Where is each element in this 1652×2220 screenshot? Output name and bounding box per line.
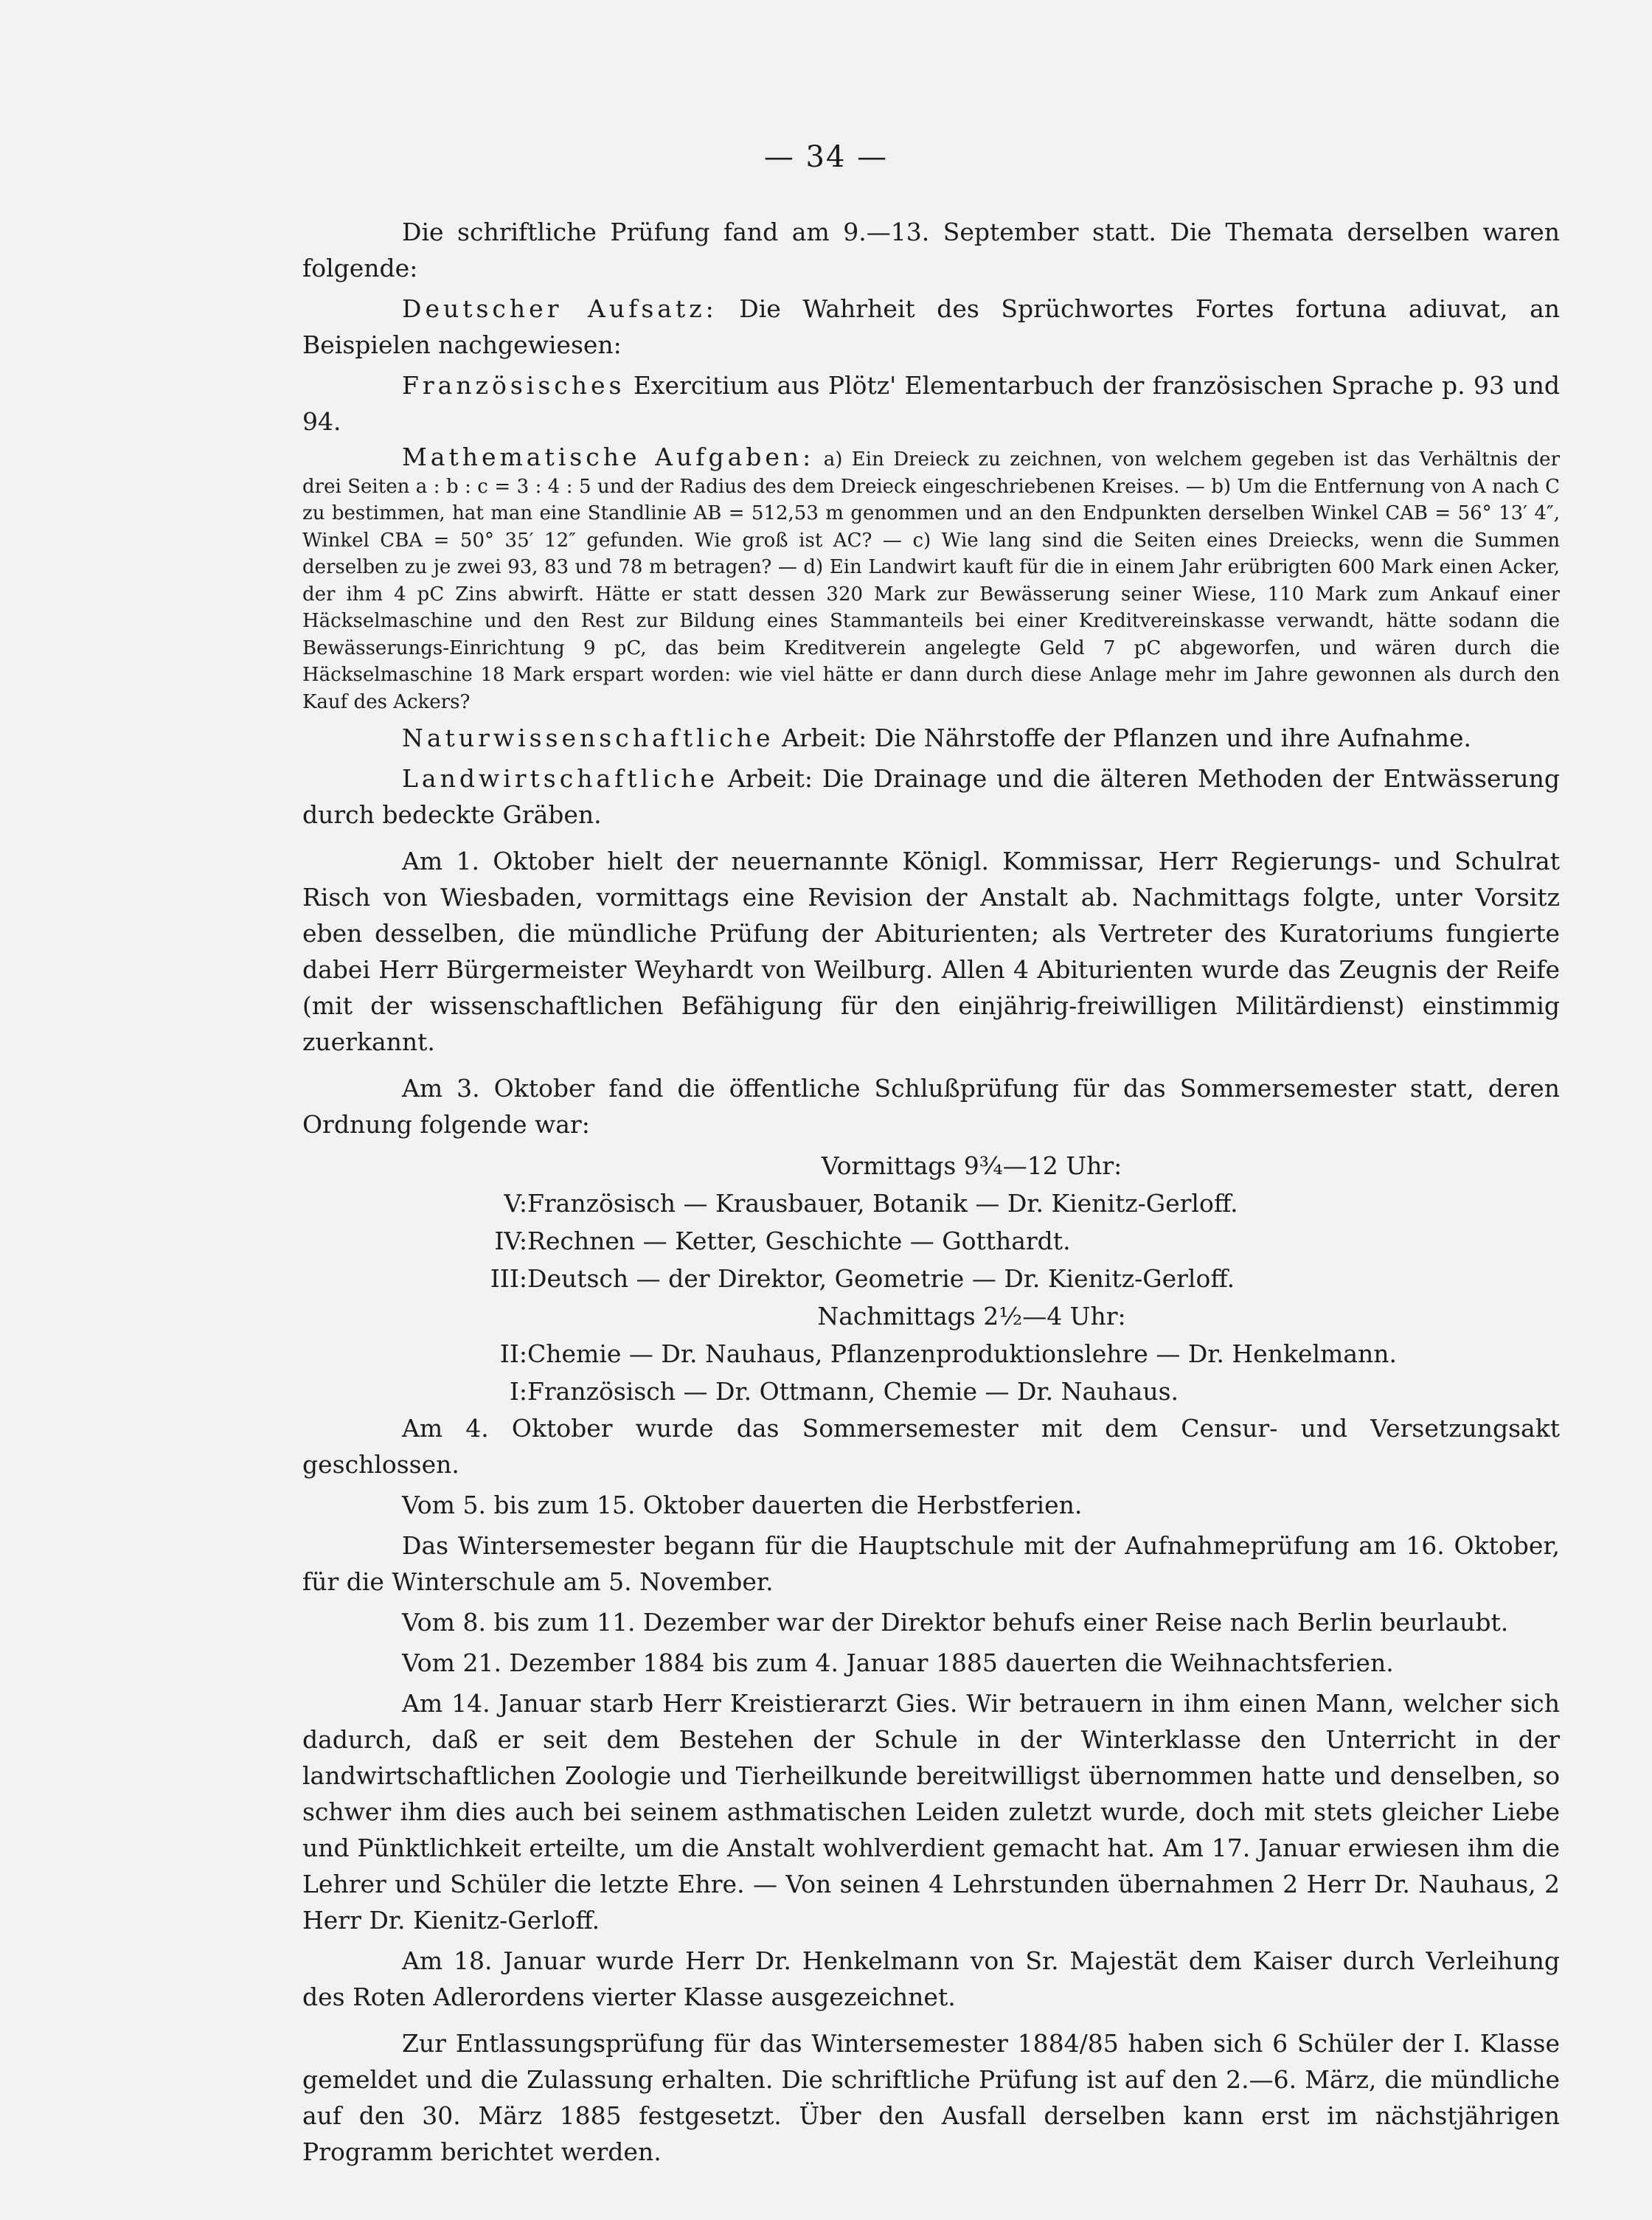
science-work-text: Arbeit: Die Nährstoffe der Pflanzen und ihre Aufnahme.: [774, 724, 1472, 752]
french-exercise-heading: Französisches: [402, 371, 625, 400]
schedule-text: Französisch — Krausbauer, Botanik — Dr. Kienitz-Gerloff.: [527, 1189, 1238, 1218]
german-essay-paragraph: [302, 291, 1560, 363]
french-exercise-paragraph: [302, 367, 1560, 440]
january-18-paragraph: Am 18. Januar wurde Herr Dr. Henkelmann von Sr. Majestät dem Kaiser durch Verleihung des Roten Adlerordens vierter Klasse ausgezeichnet.: [302, 1946, 1560, 2011]
october-4-paragraph: Am 4. Oktober wurde das Sommersemester mit dem Censur- und Versetzungsakt geschlossen.: [302, 1414, 1560, 1479]
december-21-paragraph: Vom 21. Dezember 1884 bis zum 4. Januar 1885 dauerten die Weihnachtsferien.: [402, 1648, 1394, 1677]
class-label: III:: [490, 1264, 527, 1293]
winter-semester-paragraph: Das Wintersemester begann für die Hauptschule mit der Aufnahmeprüfung am 16. Oktober, für die Winterschule am 5. November.: [302, 1531, 1560, 1596]
october-1-paragraph: Am 1. Oktober hielt der neuernannte Königl. Kommissar, Herr Regierungs- und Schulrat Risch von Wiesbaden, vormittags eine Revision der Anstalt ab. Nachmittags folgte, unter Vorsitz eben desselben, die mündliche Prüfung der Abiturienten; als Vertreter des Kuratoriums fungierte dabei Herr Bürgermeister Weyhardt von Weilburg. Allen 4 Abiturienten wurde das Zeugnis der Reife (mit der wissenschaftlichen Befähigung für den einjährig-freiwilligen Militärdienst) einstimmig zuerkannt.: [302, 847, 1560, 1056]
agriculture-work-paragraph: [302, 760, 1560, 833]
agriculture-work-heading: Landwirtschaftliche: [402, 764, 718, 793]
january-14-paragraph: Am 14. Januar starb Herr Kreistierarzt Gies. Wir betrauern in ihm einen Mann, welcher sich dadurch, daß er seit dem Bestehen der Schule in der Winterklasse den Unterricht in der landwirtschaftlichen Zoologie und Tierheilkunde bereitwilligst übernommen hatte und denselben, so schwer ihm dies auch bei seinem asthmatischen Leiden zuletzt wurde, doch mit stets gleicher Liebe und Pünktlichkeit erteilte, um die Anstalt wohlverdient gemacht hat. Am 17. Januar erwiesen ihm die Lehrer und Schüler die letzte Ehre. — Von seinen 4 Lehrstunden übernahmen 2 Herr Dr. Nauhaus, 2 Herr Dr. Kienitz-Gerloff.: [302, 1689, 1560, 1935]
french-exercise-text: Exercitium aus Plötz' Elementarbuch der französischen Sprache p. 93 und 94.: [302, 371, 1560, 436]
morning-title: Vormittags 9¾—12 Uhr:: [821, 1151, 1122, 1180]
final-exam-paragraph: Zur Entlassungsprüfung für das Wintersemester 1884/85 haben sich 6 Schüler der I. Klasse gemeldet und die Zulassung erhalten. Die schriftliche Prüfung ist auf den 2.—6. März, die mündliche auf den 30. März 1885 festgesetzt. Über den Ausfall derselben kann erst im nächstjährigen Programm berichtet werden.: [302, 2029, 1560, 2166]
science-work-paragraph: [302, 720, 1560, 756]
document-body: [302, 214, 1560, 2174]
class-label: II:: [499, 1339, 527, 1368]
schedule-row: [302, 1222, 1560, 1260]
schedule-text: Französisch — Dr. Ottmann, Chemie — Dr. Nauhaus.: [527, 1377, 1179, 1406]
schedule-row: [302, 1373, 1560, 1410]
exam-schedule: [302, 1147, 1560, 1410]
october-5-paragraph: Vom 5. bis zum 15. Oktober dauerten die Herbstferien.: [402, 1491, 1083, 1519]
schedule-text: Rechnen — Ketter, Geschichte — Gotthardt.: [527, 1227, 1071, 1255]
math-tasks-heading: Mathematische Aufgaben:: [402, 443, 815, 471]
math-tasks-text: a) Ein Dreieck zu zeichnen, von welchem gegeben ist das Verhältnis der drei Seiten a : b : c = 3 : 4 : 5 und der Radius des dem Dreieck eingeschriebenen Kreises. — b) Um die Entfernung von A nach C zu bestimmen, hat man eine Standlinie AB = 512,53 m genommen und an den Endpunkten derselben Winkel CAB = 56° 13′ 4″, Winkel CBA = 50° 35′ 12″ gefunden. Wie groß ist AC? — c) Wie lang sind die Seiten eines Dreiecks, wenn die Summen derselben zu je zwei 93, 83 und 78 m betragen? — d) Ein Landwirt kauft für die in einem Jahr erübrigten 600 Mark einen Acker, der ihm 4 pC Zins abwirft. Hätte er statt dessen 320 Mark zur Bewässerung seiner Wiese, 110 Mark zum Ankauf einer Häckselmaschine und den Rest zur Bildung eines Stammanteils bei einer Kreditvereinskasse verwandt, hätte sodann die Bewässerungs-Einrichtung 9 pC, das beim Kreditverein angelegte Geld 7 pC abgeworfen, und wären durch die Häckselmaschine 18 Mark erspart worden: wie viel hätte er dann durch diese Anlage mehr im Jahre gewonnen als durch den Kauf des Ackers?: [302, 448, 1561, 713]
schedule-text: Deutsch — der Direktor, Geometrie — Dr. Kienitz-Gerloff.: [527, 1264, 1235, 1293]
german-essay-text: Die Wahrheit des Sprüchwortes Fortes fortuna adiuvat, an Beispielen nachgewiesen:: [302, 294, 1561, 359]
december-8-paragraph: Vom 8. bis zum 11. Dezember war der Direktor behufs einer Reise nach Berlin beurlaubt.: [402, 1608, 1509, 1637]
page-number: — 34 —: [763, 140, 889, 174]
schedule-text: Chemie — Dr. Nauhaus, Pflanzenproduktionslehre — Dr. Henkelmann.: [527, 1339, 1398, 1368]
schedule-row: [302, 1335, 1560, 1373]
afternoon-title: Nachmittags 2½—4 Uhr:: [817, 1302, 1126, 1331]
class-label: V:: [504, 1189, 527, 1218]
schedule-row: [302, 1184, 1560, 1222]
intro-paragraph: Die schriftliche Prüfung fand am 9.—13. September statt. Die Themata derselben waren folgende:: [302, 218, 1560, 282]
german-essay-heading: Deutscher Aufsatz:: [402, 294, 718, 323]
october-3-paragraph: Am 3. Oktober fand die öffentliche Schlußprüfung für das Sommersemester statt, deren Ordnung folgende war:: [302, 1074, 1560, 1139]
schedule-row: [302, 1260, 1560, 1297]
science-work-heading: Naturwissenschaftliche: [402, 724, 774, 752]
class-label: I:: [509, 1377, 527, 1406]
class-label: IV:: [494, 1227, 527, 1255]
math-tasks-paragraph: [302, 444, 1560, 715]
agriculture-work-text: Arbeit: Die Drainage und die älteren Methoden der Entwässerung durch bedeckte Gräben.: [302, 764, 1560, 829]
